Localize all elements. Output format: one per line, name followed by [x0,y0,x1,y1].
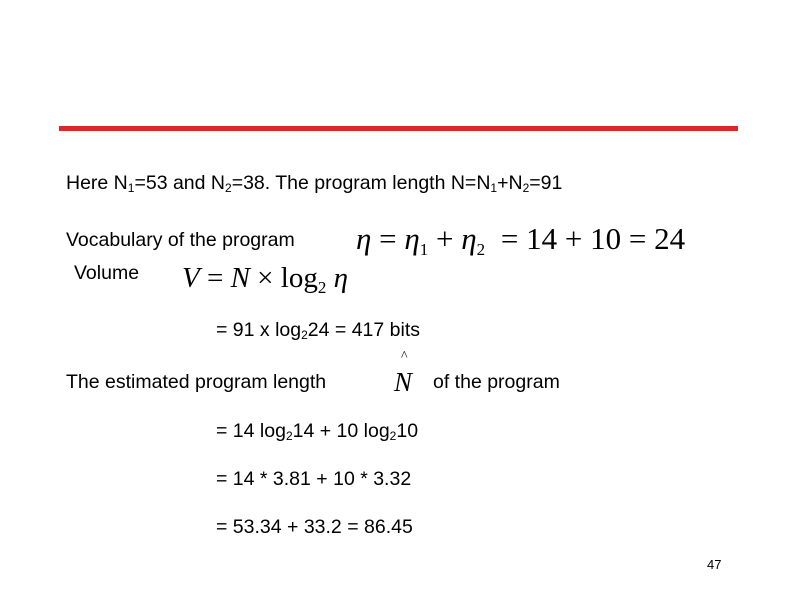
estimate-step-3: = 53.34 + 33.2 = 86.45 [216,516,413,538]
text-segment: = 14 log [216,420,286,442]
eta-symbol: η [404,221,420,256]
n-symbol: N [230,262,250,294]
volume-value [216,321,420,341]
subscript: 2 [389,429,397,443]
estimate-step-2: = 14 * 3.81 + 10 * 3.32 [216,468,412,490]
subscript: 2 [301,328,308,342]
equals-sign: = [206,262,224,294]
v-symbol: V [182,262,200,294]
page-number: 47 [707,557,722,572]
subscript: 1 [127,181,135,195]
vocabulary-result: = 14 + 10 = 24 [500,221,686,256]
text-segment: Here N [66,172,128,194]
equals-sign: = [379,221,397,256]
subscript: 2 [522,181,530,195]
subscript: 1 [419,240,429,259]
subscript: 2 [225,181,232,195]
vocabulary-formula [356,221,686,259]
text-segment: =53 and N [134,172,225,194]
n-hat-symbol: N [394,367,413,397]
times-sign: × [257,262,274,294]
hat-symbol: ^ [401,349,408,364]
estimated-length-suffix: of the program [433,371,560,393]
log-function: log [280,262,318,294]
eta-symbol: η [333,262,348,294]
subscript: 2 [285,429,293,443]
eta-symbol: η [356,221,372,256]
text-segment: 14 + 10 log [292,420,390,442]
plus-sign: + [436,221,454,256]
program-length-statement [66,174,562,194]
volume-formula [182,262,348,297]
text-segment: =91 [529,172,563,194]
estimated-length-label: The estimated program length [66,371,327,393]
vocabulary-label: Vocabulary of the program [66,229,295,251]
subscript: 2 [476,240,486,259]
text-segment: 10 [396,420,419,442]
text-segment: 24 = 417 bits [307,319,421,341]
eta-symbol: η [461,221,477,256]
estimate-step-1 [216,422,418,442]
log-base: 2 [317,278,327,297]
subscript: 1 [490,181,498,195]
text-segment: +N [497,172,523,194]
text-segment: = 91 x log [216,319,302,341]
title-divider-rule [59,126,738,131]
volume-label: Volume [74,262,140,284]
text-segment: =38. The program length N=N [231,172,491,194]
